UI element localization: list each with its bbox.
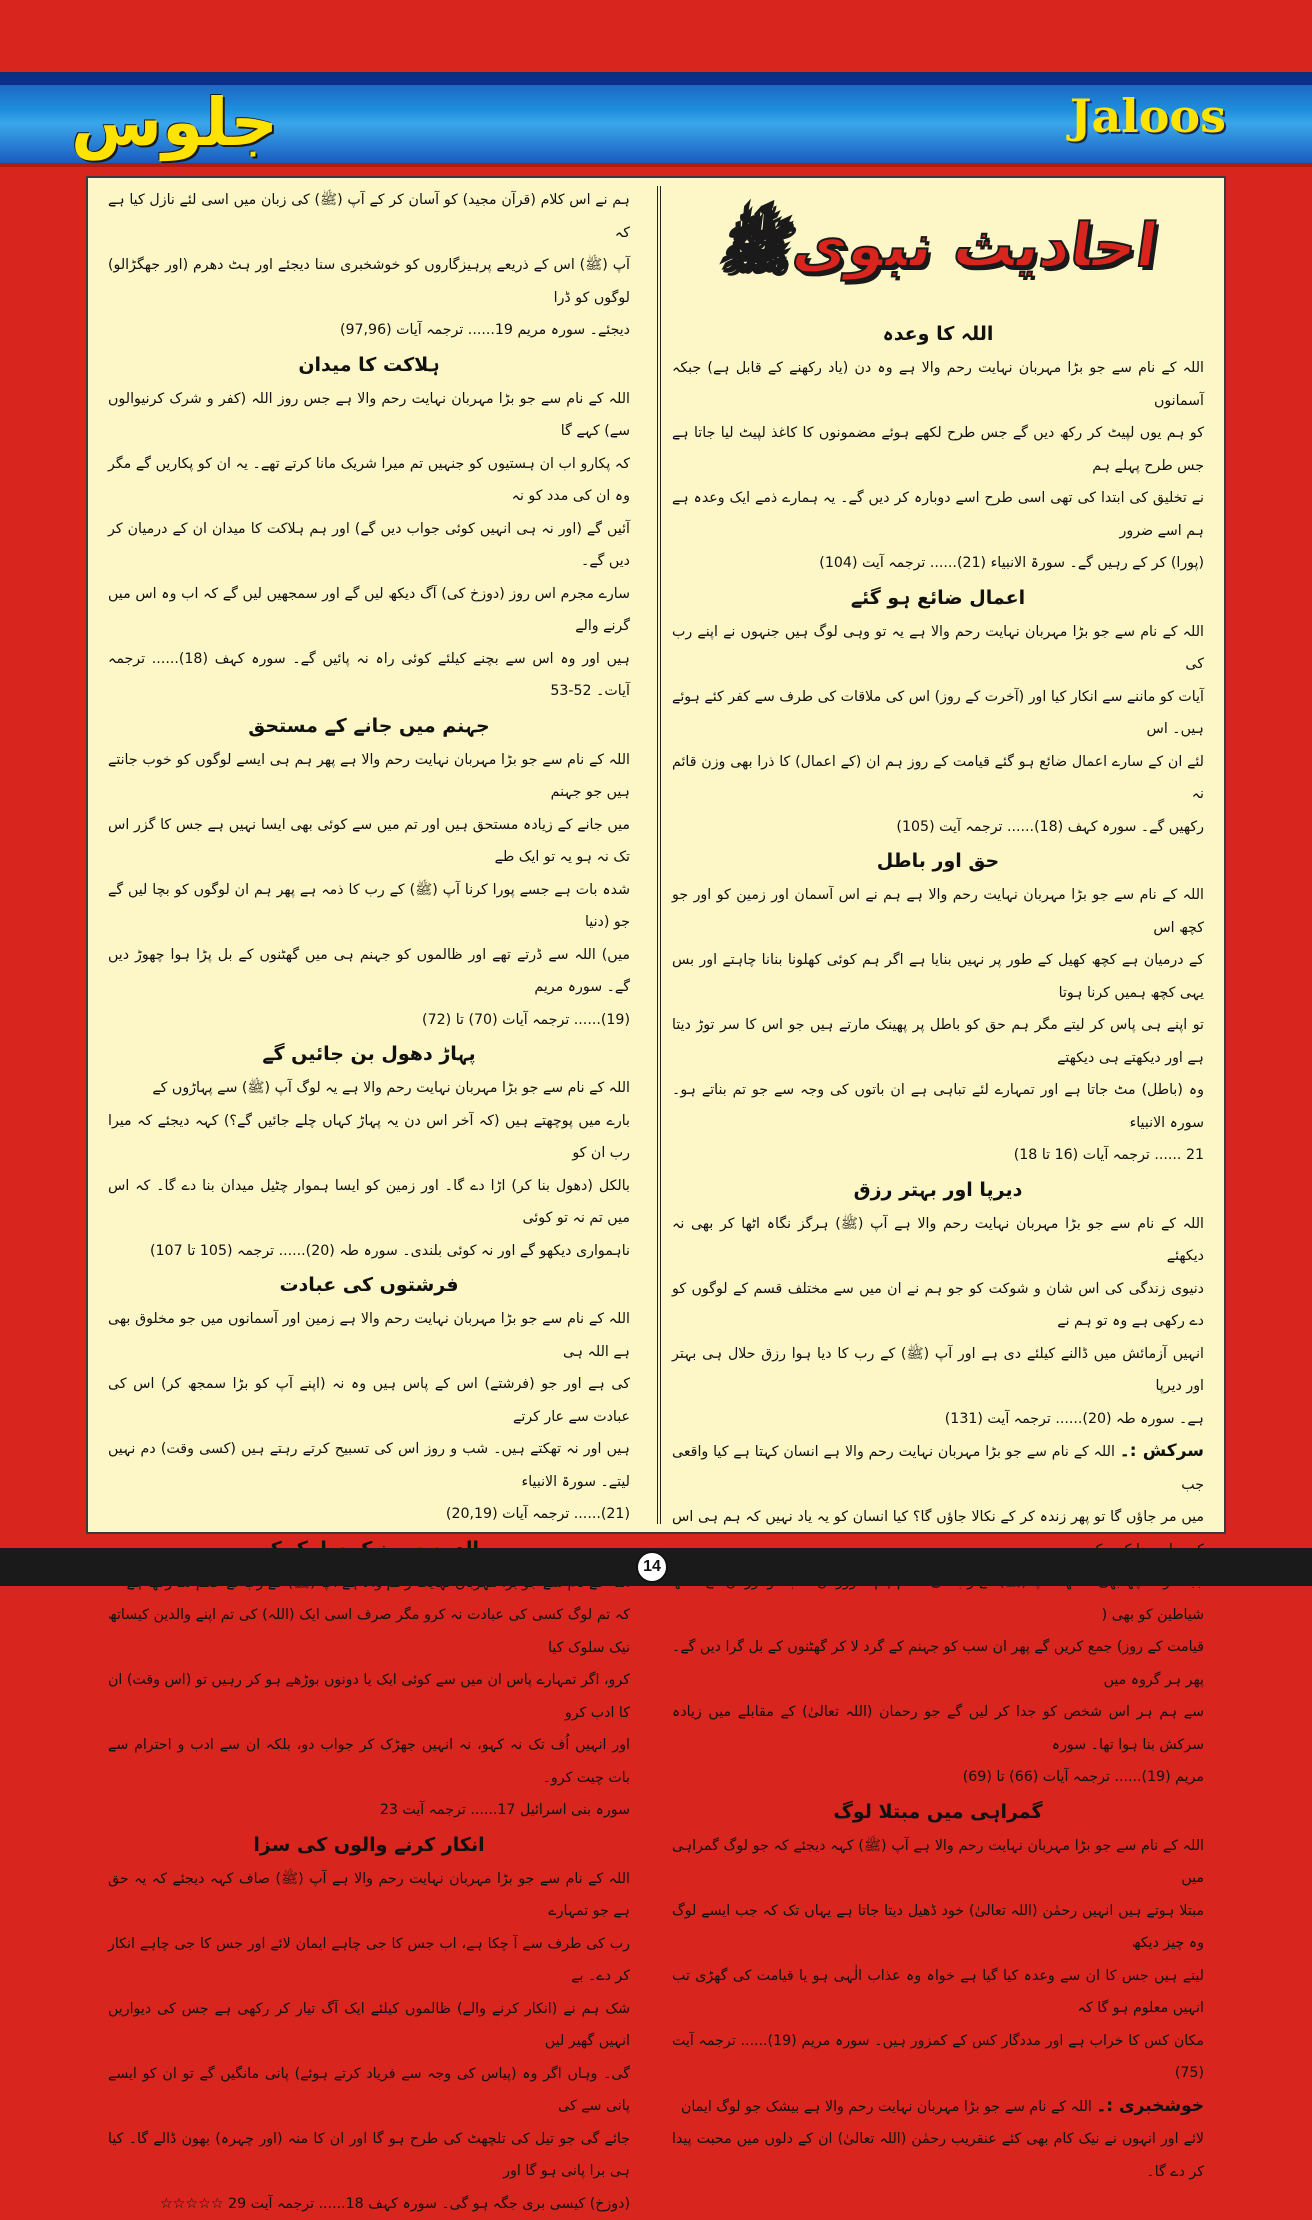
lead-label: سرکش :۔ [1120,1441,1204,1461]
text-line: اللہ کے نام سے جو بڑا مہربان نہایت رحم والا ہے آپ (ﷺ) صاف کہہ دیجئے کہ یہ حق ہے جو تمہارے [108,1863,630,1928]
text-line: جائے گی جو تیل کی تلچھٹ کی طرح ہو گا اور ان کا منہ (اور چہرہ) بھون ڈالے گا۔ کیا ہی برا پانی ہو گا اور [108,2123,630,2188]
right-column [658,184,1218,1526]
text-line: (19)...... ترجمہ آیات (70) تا (72) [108,1004,630,1037]
text-line: شک ہم نے (انکار کرنے والے) ظالموں کیلئے ایک آگ تیار کر رکھی ہے جس کی دیواریں انہیں گھیر لیں [108,1993,630,2058]
text-line: میں) اللہ سے ڈرتے تھے اور ظالموں کو جہنم ہی میں گھٹنوں کے بل پڑا ہوا چھوڑ دیں گے۔ سورہ مریم [108,939,630,1004]
left-column [94,184,644,1526]
article-section [672,318,1204,580]
text-line: کی ہے اور جو (فرشتے) اس کے پاس ہیں وہ نہ (اپنے آپ کو بڑا سمجھ کر) اس کی عبادت سے عار کرتے [108,1368,630,1433]
text-line: (پورا) کر کے رہیں گے۔ سورۃ الانبیاء (21)...... ترجمہ آیت (104) [672,547,1204,580]
text-line: شدہ بات ہے جسے پورا کرنا آپ (ﷺ) کے رب کا ذمہ ہے پھر ہم ان لوگوں کو بچا لیں گے جو (دنیا [108,874,630,939]
section-heading: اللہ کا وعدہ [672,318,1204,351]
text-line: آپ (ﷺ) اس کے ذریعے پرہیزگاروں کو خوشخبری سنا دیجئے اور ہٹ دھرم (اور جھگڑالو) لوگوں کو ڈرا [108,249,630,314]
text-line: لائے اور انہوں نے نیک کام بھی کئے عنقریب رحمٰن (اللہ تعالیٰ) ان کے دلوں میں محبت پیدا کر دے گا۔ [672,2123,1204,2188]
text-line: دنیوی زندگی کی اس شان و شوکت کو جو ہم نے ان میں سے مختلف قسم کے لوگوں کو دے رکھی ہے وہ تو ہم نے [672,1273,1204,1338]
section-heading: ہلاکت کا میدان [108,349,630,382]
text-line: ہیں اور نہ تھکتے ہیں۔ شب و روز اس کی تسبیح کرتے رہتے ہیں (کسی وقت) دم نہیں لیتے۔ سورۃ الانبیاء [108,1433,630,1498]
text-line: (21)...... ترجمہ آیات (20,19) [108,1498,630,1531]
text-line: لیتے ہیں جس کا ان سے وعدہ کیا گیا ہے خواہ وہ عذاب الٰہی ہو یا قیامت کی گھڑی تب انہیں معلوم ہو گا کہ [672,1960,1204,2025]
article-section [108,349,630,708]
text-line: شیاطین کو بھی ( [672,1566,1204,1631]
text-line: ناہمواری دیکھو گے اور نہ کوئی بلندی۔ سورہ طہ (20)...... ترجمہ (105 تا 107) [108,1235,630,1268]
text-span: اللہ کے نام سے جو بڑا مہربان نہایت رحم والا ہے بیشک جو لوگ ایمان [681,2099,1092,2115]
text-line: وہ (باطل) مٹ جاتا ہے اور تمہارے لئے تباہی ہے ان باتوں کی وجہ سے جو تم بناتے ہو۔ سورہ الانبیاء [672,1074,1204,1139]
text-line: ہیں اور وہ اس سے بچنے کیلئے کوئی راہ نہ پائیں گے۔ سورہ کہف (18)...... ترجمہ آیات۔ 52-53 [108,643,630,708]
article-section [108,184,630,347]
logo-english: Jaloos [1070,84,1226,148]
page-title-box [672,188,1204,316]
text-line: رکھیں گے۔ سورہ کہف (18)...... ترجمہ آیت (105) [672,811,1204,844]
article-section [672,582,1204,844]
text-line: (دوزخ) کیسی بری جگہ ہو گی۔ سورہ کہف 18...... ترجمہ آیت 29 ☆☆☆☆☆ [108,2188,630,2220]
text-line: مکان کس کا خراب ہے اور مددگار کس کے کمزور ہیں۔ سورہ مریم (19)...... ترجمہ آیت (75) [672,2025,1204,2090]
article-section [108,1038,630,1267]
article-section [672,2090,1204,2189]
section-heading: حق اور باطل [672,845,1204,878]
page-title: احادیث نبویﷺ [714,209,1162,296]
text-line: اللہ کے نام سے جو بڑا مہربان نہایت رحم والا ہے یہ لوگ آپ (ﷺ) سے پہاڑوں کے [108,1072,630,1105]
logo-urdu: جلوس [88,78,278,168]
text-span: اللہ کے نام سے جو بڑا مہربان نہایت رحم والا ہے انسان کہتا ہے کیا واقعی جب [672,1444,1204,1493]
text-line: سارے مجرم اس روز (دوزخ کی) آگ دیکھ لیں گے اور سمجھیں لیں گے کہ اب وہ اس میں گرنے والے [108,578,630,643]
text-line: لئے ان کے سارے اعمال ضائع ہو گئے قیامت کے روز ہم ان (کے اعمال) کا ذرا بھی وزن قائم نہ [672,746,1204,811]
text-line: میں جانے کے زیادہ مستحق ہیں اور تم میں سے کوئی بھی ایسا نہیں ہے جس کا گزر اس تک نہ ہو یہ تو ایک طے [108,809,630,874]
column-divider [657,186,661,1524]
article-section [672,845,1204,1172]
section-heading: جہنم میں جانے کے مستحق [108,710,630,743]
section-heading: فرشتوں کی عبادت [108,1269,630,1302]
text-line: مریم (19)...... ترجمہ آیات (66) تا (69) [672,1761,1204,1794]
text-line: مبتلا ہوتے ہیں انہیں رحمٰن (اللہ تعالیٰ) خود ڈھیل دیتا جاتا ہے یہاں تک کہ جب ایسے لوگ وہ چیز دیکھ [672,1895,1204,1960]
text-line: سورہ بنی اسرائیل 17...... ترجمہ آیت 23 [108,1794,630,1827]
section-heading: اعمال ضائع ہو گئے [672,582,1204,615]
text-line: ہم نے اس کلام (قرآن مجید) کو آسان کر کے آپ (ﷺ) کی زبان میں اسی لئے نازل کیا ہے کہ [108,184,630,249]
text-line: اور انہیں اُف تک نہ کہو، نہ انہیں جھڑک کر جواب دو، بلکہ ان سے ادب و احترام سے بات چیت کرو۔ [108,1729,630,1794]
text-line: نے تخلیق کی ابتدا کی تھی اسی طرح اسے دوبارہ کر دیں گے۔ یہ ہمارے ذمے ایک وعدہ ہے ہم اسے ضرور [672,482,1204,547]
article-section [672,1435,1204,1794]
text-line: اللہ کے نام سے جو بڑا مہربان نہایت رحم والا ہے جس روز اللہ (کفر و شرک کرنیوالوں سے) کہے گا [108,383,630,448]
text-line: کہ پکارو اب ان ہستیوں کو جنہیں تم میرا شریک مانا کرتے تھے۔ یہ ان کو پکاریں گے مگر وہ ان کی مدد کو نہ [108,448,630,513]
text-line: 21 ...... ترجمہ آیات (16 تا 18) [672,1139,1204,1172]
text-line: اللہ کے نام سے جو بڑا مہربان نہایت رحم والا ہے یہ تو وہی لوگ ہیں جنہوں نے اپنے رب کی [672,616,1204,681]
text-line: انہیں آزمائش میں ڈالنے کیلئے دی ہے اور آپ (ﷺ) کے رب کا دیا ہوا رزق حلال ہی بہتر اور دیرپا [672,1338,1204,1403]
text-line: میں مر جاؤں گا تو پھر زندہ کر کے نکالا جاؤں گا؟ کیا انسان کو یہ یاد نہیں کہ ہم ہی اس [672,1501,1204,1566]
article-section [672,1796,1204,2090]
article-section [108,1269,630,1531]
section-heading: دیرپا اور بہتر رزق [672,1174,1204,1207]
text-line: کہ تم لوگ کسی کی عبادت نہ کرو مگر صرف اسی ایک (اللہ) کی تم اپنے والدین کیساتھ نیک سلوک کیا [108,1599,630,1664]
text-line: کے درمیان ہے کچھ کھیل کے طور پر نہیں بنایا ہے اگر ہم کوئی کھلونا بنانا چاہتے اور بس یہی کچھ ہمیں کرنا ہوتا [672,944,1204,1009]
text-line: دیجئے۔ سورہ مریم 19...... ترجمہ آیات (97,96) [108,314,630,347]
section-heading: پہاڑ دھول بن جائیں گے [108,1038,630,1071]
text-line: آئیں گے (اور نہ ہی انہیں کوئی جواب دیں گے) اور ہم ہلاکت کا میدان ان کے درمیان کر دیں گے۔ [108,513,630,578]
lead-label: خوشخبری :۔ [1096,2096,1204,2116]
text-line: تو اپنے ہی پاس کر لیتے مگر ہم حق کو باطل پر پھینک مارتے ہیں جو اس کا سر توڑ دیتا ہے اور دیکھتے ہی دیکھتے [672,1009,1204,1074]
text-line: اللہ کے نام سے جو بڑا مہربان نہایت رحم والا ہے آپ (ﷺ) کہہ دیجئے کہ جو لوگ گمراہی میں [672,1830,1204,1895]
text-line [672,2090,1204,2124]
text-line: اللہ کے نام سے جو بڑا مہربان نہایت رحم والا ہے ہم نے اس آسمان اور زمین کو اور جو کچھ اس [672,879,1204,944]
section-heading: انکار کرنے والوں کی سزا [108,1829,630,1862]
text-line: بالکل (دھول بنا کر) اڑا دے گا۔ اور زمین کو ایسا ہموار چٹیل میدان بنا دے گا۔ کہ اس میں تم نہ تو کوئی [108,1170,630,1235]
text-line: اللہ کے نام سے جو بڑا مہربان نہایت رحم والا ہے آپ (ﷺ) ہرگز نگاہ اٹھا کر بھی نہ دیکھئے [672,1208,1204,1273]
text-line: سے ہم ہر اس شخص کو جدا کر لیں گے جو رحمان (اللہ تعالیٰ) کے مقابلے میں زیادہ سرکش بنا ہوا تھا۔ سورہ [672,1696,1204,1761]
article-section [108,710,630,1037]
text-line: کرو، اگر تمہارے پاس ان میں سے کوئی ایک یا دونوں بوڑھے ہو کر رہیں تو (اس وقت) ان کا ادب کرو [108,1664,630,1729]
content-panel [86,176,1226,1534]
section-heading: گمراہی میں مبتلا لوگ [672,1796,1204,1829]
text-line: اللہ کے نام سے جو بڑا مہربان نہایت رحم والا ہے زمین اور آسمانوں میں جو مخلوق بھی ہے اللہ ہی [108,1303,630,1368]
text-line: رب کی طرف سے آ چکا ہے، اب جس کا جی چاہے ایمان لائے اور جس کا جی چاہے انکار کر دے۔ بے [108,1928,630,1993]
text-line: اللہ کے نام سے جو بڑا مہربان نہایت رحم والا ہے پھر ہم ہی ایسے لوگوں کو خوب جانتے ہیں جو جہنم [108,744,630,809]
text-line: اللہ کے نام سے جو بڑا مہربان نہایت رحم والا ہے وہ دن (یاد رکھنے کے قابل ہے) جبکہ آسمانوں [672,352,1204,417]
text-line: ہے۔ سورہ طہ (20)...... ترجمہ آیت (131) [672,1403,1204,1436]
article-section [672,1174,1204,1436]
page-number: 14 [636,1551,668,1583]
text-line: بارے میں پوچھتے ہیں (کہ آخر اس دن یہ پہاڑ کہاں چلے جائیں گے؟) کہہ دیجئے کہ میرا رب ان کو [108,1105,630,1170]
text-line: قیامت کے روز) جمع کریں گے پھر ان سب کو جہنم کے گرد لا کر گھٹنوں کے بل گرا دیں گے۔ پھر ہر گروہ میں [672,1631,1204,1696]
top-border [0,0,1312,72]
text-line: کو ہم یوں لپیٹ کر رکھ دیں گے جس طرح لکھے ہوئے مضمونوں کا کاغذ لپیٹ لیا جاتا ہے جس طرح پہلے ہم [672,417,1204,482]
text-line: آیات کو ماننے سے انکار کیا اور (آخرت کے روز) اس کی ملاقات کی طرف سے کفر کئے ہوئے ہیں۔ اس [672,681,1204,746]
text-line [672,1435,1204,1501]
text-line: گی۔ وہاں اگر وہ (پیاس کی وجہ سے فریاد کرتے ہوئے) پانی مانگیں گے تو ان کو ایسے پانی سے کی [108,2058,630,2123]
article-section [108,1829,630,2220]
